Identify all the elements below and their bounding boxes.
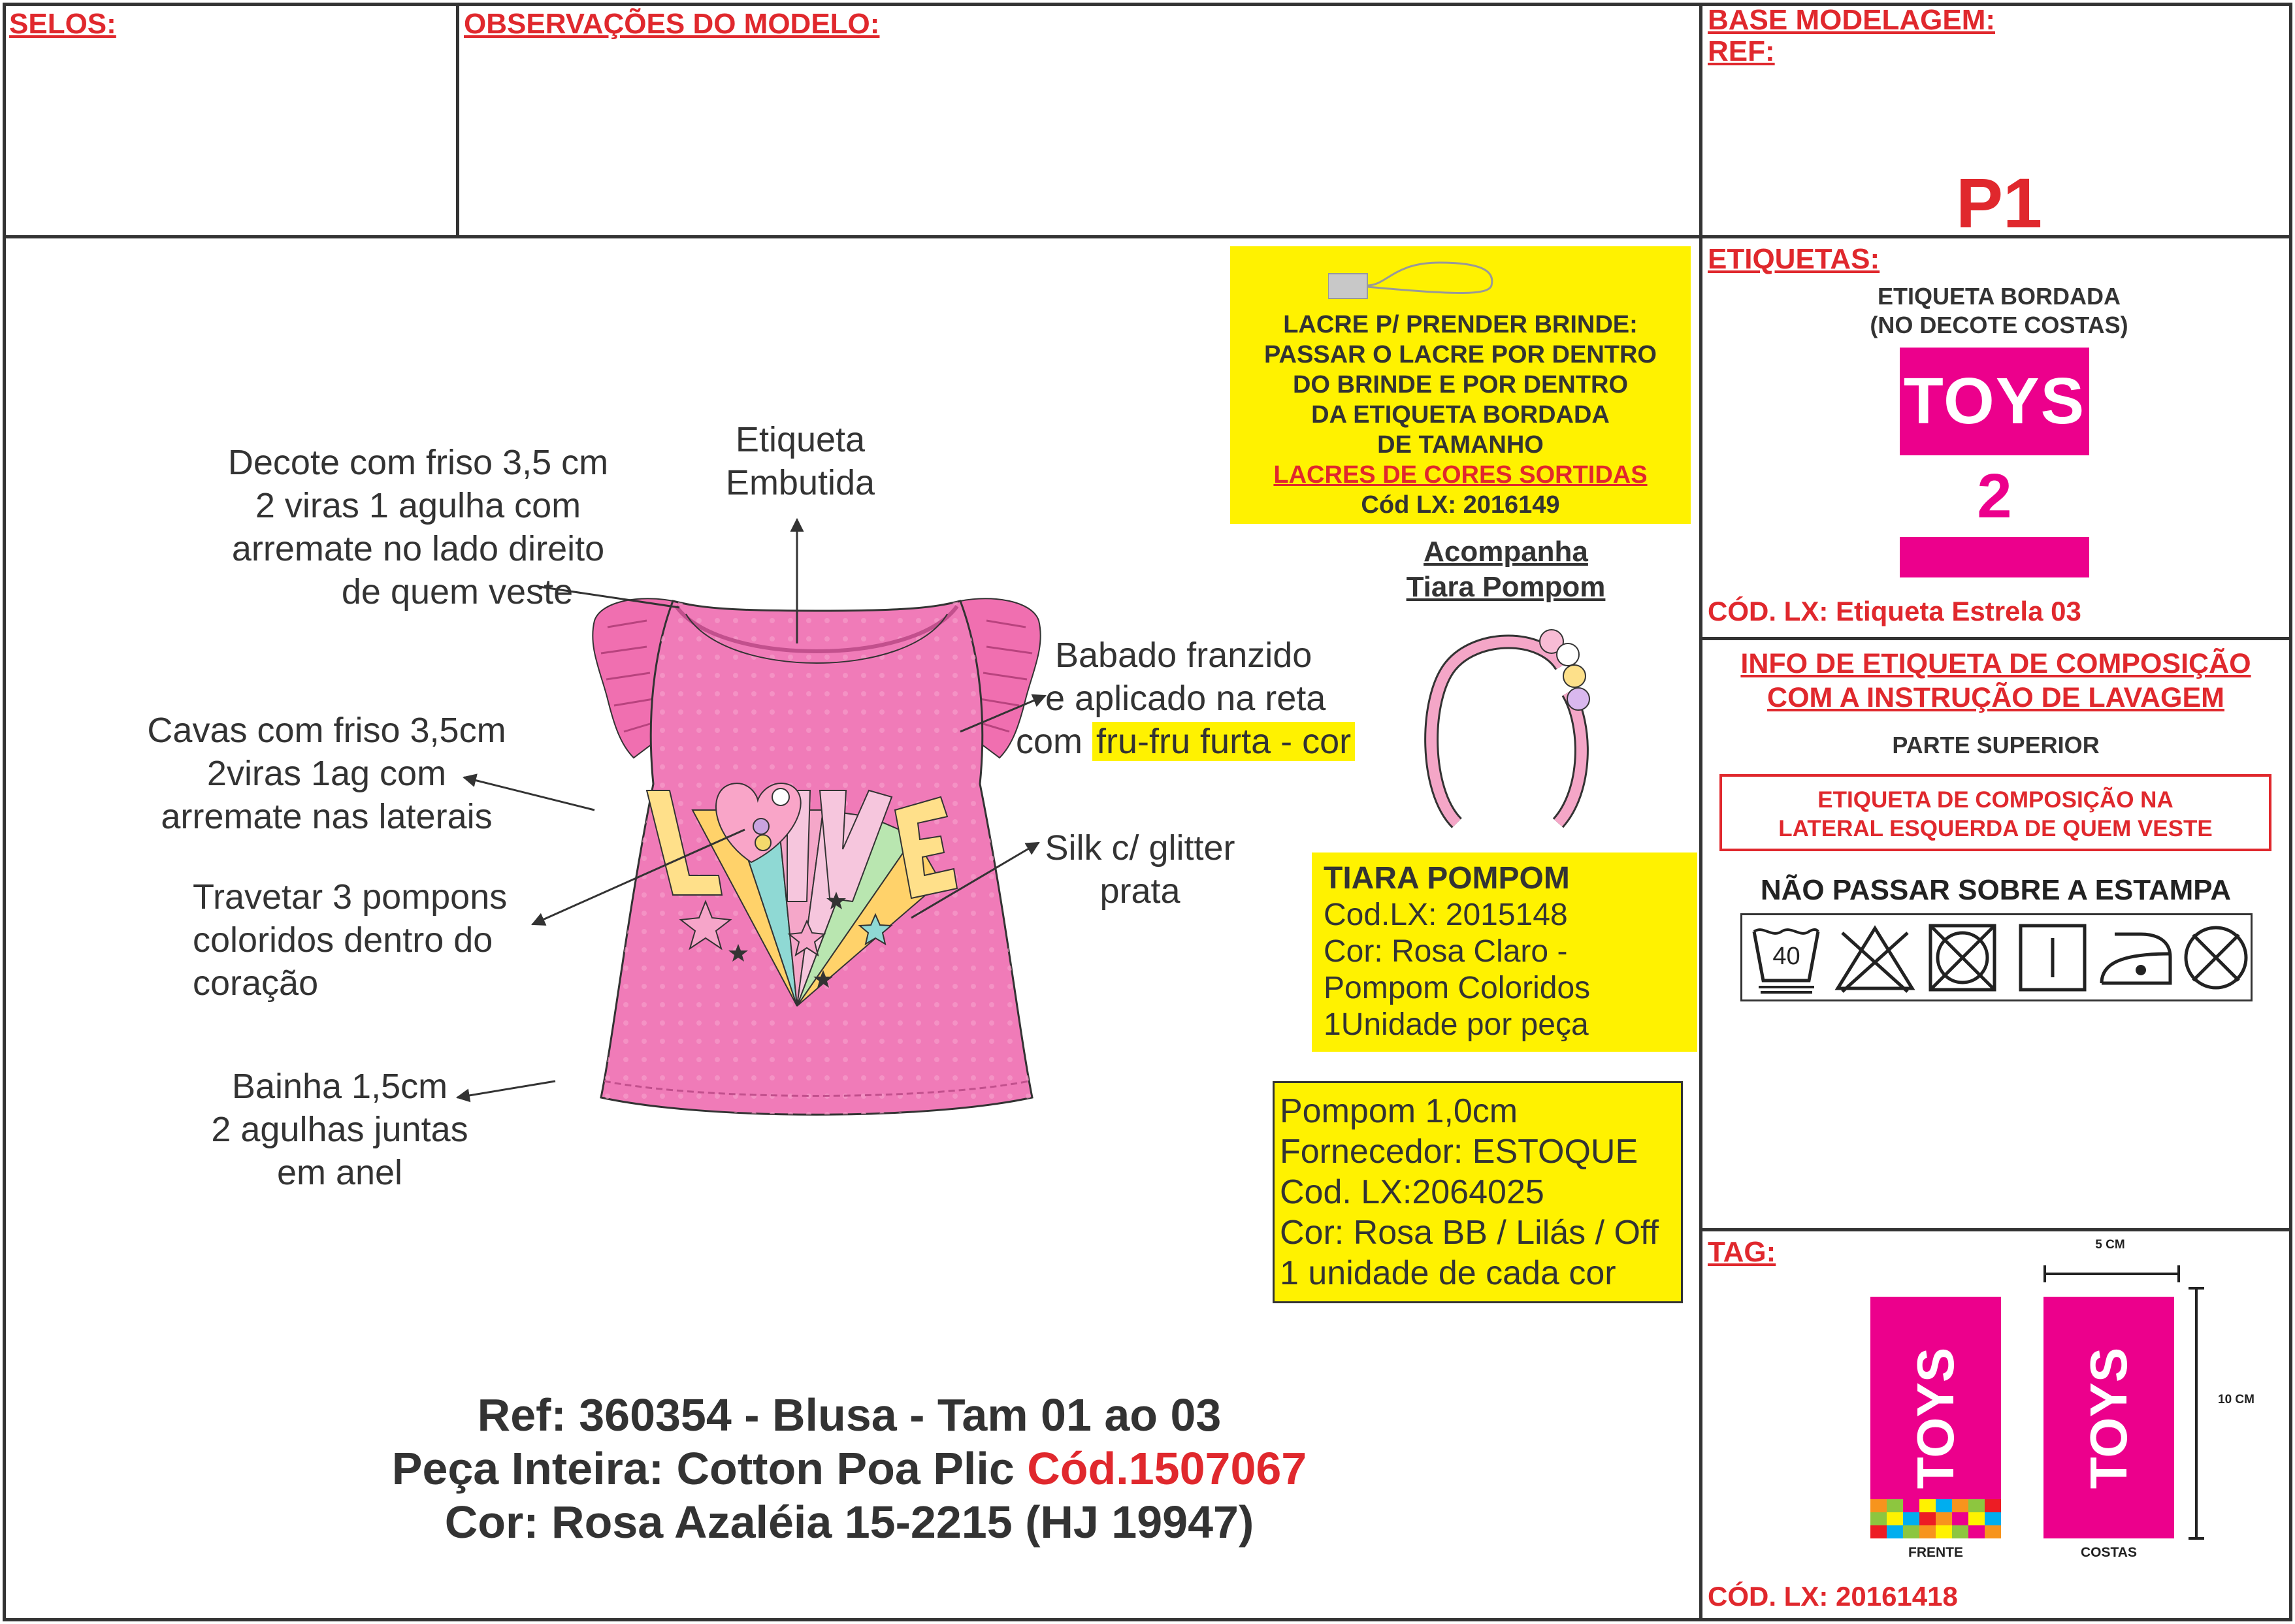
cavas-annotation (118, 709, 536, 838)
no-tumble-dry-icon (1927, 922, 1998, 994)
etiquetas-header: ETIQUETAS: (1708, 243, 1880, 275)
tag-front-label: FRENTE (1908, 1545, 1963, 1560)
fru-fru-highlight: fru-fru furta - cor (1092, 722, 1355, 761)
composicao-position-box (1719, 774, 2271, 851)
lacre-line-1: LACRE P/ PRENDER BRINDE: (1283, 311, 1638, 338)
fabric-code: Cód.1507067 (1027, 1443, 1307, 1494)
pompom-line-2: Fornecedor: ESTOQUE (1280, 1133, 1638, 1171)
composicao-title-line-1: INFO DE ETIQUETA DE COMPOSIÇÃO (1740, 648, 2251, 679)
parte-superior: PARTE SUPERIOR (1892, 732, 2100, 758)
toys-logo-label (1900, 348, 2089, 455)
tiara-line-1: Cod.LX: 2015148 (1324, 898, 1568, 932)
travetar-annotation (193, 875, 585, 1005)
acompanha-line-1: Acompanha (1424, 536, 1588, 568)
toys-logo-text: TOYS (1903, 365, 2086, 438)
acompanha-label (1359, 534, 1653, 605)
decote-annotation (189, 441, 647, 613)
no-dry-clean-icon (2180, 922, 2252, 994)
etiqueta-title-line-1: ETIQUETA BORDADA (1878, 283, 2121, 310)
wash-temp: 40 (1772, 943, 1800, 970)
tag-back (2043, 1297, 2174, 1538)
silk-line-2: prata (1099, 871, 1180, 911)
ref-block (261, 1388, 1437, 1549)
pompom-line-1: Pompom 1,0cm (1280, 1092, 1518, 1130)
tag-front (1870, 1297, 2001, 1538)
size-number: 2 (1977, 461, 2012, 531)
no-bleach-icon (1832, 923, 1917, 995)
lacre-code: Cód LX: 2016149 (1361, 491, 1560, 519)
composicao-box-line-1: ETIQUETA DE COMPOSIÇÃO NA (1817, 787, 2173, 813)
etiqueta-bordada-title (1712, 282, 2287, 340)
tag-header: TAG: (1708, 1236, 1776, 1268)
decote-line-4: de quem veste (341, 572, 574, 611)
babado-line-3 (1016, 720, 1408, 763)
pompom-line-5: 1 unidade de cada cor (1280, 1254, 1616, 1292)
lacre-line-2: PASSAR O LACRE POR DENTRO (1263, 341, 1657, 368)
babado-annotation (1016, 634, 1408, 763)
tag-front-logo: TOYS (1906, 1347, 1964, 1489)
bainha-line-2: 2 agulhas juntas (211, 1110, 468, 1149)
etiqueta-annotation (692, 418, 908, 504)
tag-back-logo: TOYS (2079, 1347, 2138, 1489)
pompom-line-3: Cod. LX:2064025 (1280, 1173, 1544, 1211)
etiqueta-line-2: Embutida (725, 463, 875, 502)
decote-line-2: 2 viras 1 agulha com (255, 486, 581, 525)
ref-line-1: Ref: 360354 - Blusa - Tam 01 ao 03 (477, 1389, 1222, 1440)
babado-com-text: com (1016, 722, 1083, 761)
etiqueta-title-line-2: (NO DECOTE COSTAS) (1870, 312, 2128, 338)
lacre-line-3: DO BRINDE E POR DENTRO (1292, 371, 1629, 398)
right-column-divider (1699, 3, 1702, 1621)
lacre-line-4: DA ETIQUETA BORDADA (1311, 401, 1610, 429)
tag-divider (1699, 1228, 2292, 1231)
bainha-annotation (170, 1065, 510, 1194)
bainha-line-1: Bainha 1,5cm (231, 1067, 448, 1106)
tiara-box (1312, 853, 1697, 1052)
base-modelagem-header: BASE MODELAGEM: (1708, 4, 1995, 36)
tag-height-label: 10 CM (2218, 1393, 2254, 1406)
care-symbols-row (1740, 913, 2253, 1001)
size-label-bar (1900, 537, 2089, 577)
selos-header: SELOS: (9, 8, 116, 40)
cavas-line-1: Cavas com friso 3,5cm (147, 711, 506, 750)
tiara-illustration (1411, 627, 1607, 836)
fabric-text: Peça Inteira: Cotton Poa Plic (391, 1443, 1015, 1494)
travetar-line-2: coloridos dentro do (193, 920, 493, 960)
babado-line-1: Babado franzido (1055, 636, 1312, 675)
observacoes-header: OBSERVAÇÕES DO MODELO: (464, 8, 880, 40)
etiqueta-code: CÓD. LX: Etiqueta Estrela 03 (1708, 596, 2081, 626)
pompom-line-4: Cor: Rosa BB / Lilás / Off (1280, 1214, 1659, 1252)
tiara-line-2: Cor: Rosa Claro - (1324, 934, 1568, 969)
ref-line-3: Cor: Rosa Azaléia 15-2215 (HJ 19947) (444, 1497, 1254, 1548)
iron-low-icon (2095, 924, 2177, 993)
decote-line-3: arremate no lado direito (231, 529, 605, 568)
etiquetas-divider (1699, 637, 2292, 640)
tag-back-label: COSTAS (2081, 1545, 2137, 1560)
silk-line-1: Silk c/ glitter (1045, 828, 1235, 868)
composicao-box-line-2: LATERAL ESQUERDA DE QUEM VESTE (1778, 816, 2213, 841)
lacre-line-5: DE TAMANHO (1377, 431, 1544, 459)
etiqueta-line-1: Etiqueta (735, 420, 866, 459)
decote-line-1: Decote com friso 3,5 cm (227, 443, 609, 482)
size-label: P1 (1955, 163, 2043, 242)
composicao-title (1705, 647, 2287, 715)
tiara-title: TIARA POMPOM (1324, 861, 1570, 896)
bainha-line-3: em anel (276, 1153, 403, 1192)
cavas-line-3: arremate nas laterais (161, 797, 493, 836)
tag-code: CÓD. LX: 20161418 (1708, 1581, 1958, 1612)
ref-line-2 (261, 1442, 1437, 1495)
lacre-text (1230, 310, 1691, 520)
composicao-title-line-2: COM A INSTRUÇÃO DE LAVAGEM (1767, 682, 2224, 713)
ref-header: REF: (1708, 35, 1775, 67)
silk-annotation (1032, 826, 1248, 913)
lacre-box (1230, 246, 1691, 524)
warning-text: NÃO PASSAR SOBRE A ESTAMPA (1760, 874, 2232, 906)
lacre-highlight: LACRES DE CORES SORTIDAS (1273, 461, 1648, 489)
tag-front-pattern (1870, 1499, 2001, 1538)
acompanha-line-2: Tiara Pompom (1406, 571, 1606, 603)
lacre-tag-icon (1328, 259, 1498, 312)
travetar-line-1: Travetar 3 pompons (193, 877, 508, 917)
tiara-line-4: 1Unidade por peça (1324, 1007, 1589, 1042)
cavas-line-2: 2viras 1ag com (206, 754, 447, 793)
tag-width-label: 5 CM (2095, 1238, 2125, 1252)
outer-border-right (2289, 3, 2292, 1621)
tiara-line-3: Pompom Coloridos (1324, 971, 1591, 1005)
line-dry-icon (2017, 922, 2089, 994)
babado-line-2: e aplicado na reta (1045, 679, 1326, 718)
pompom-box (1273, 1081, 1683, 1303)
travetar-line-3: coração (193, 964, 319, 1003)
